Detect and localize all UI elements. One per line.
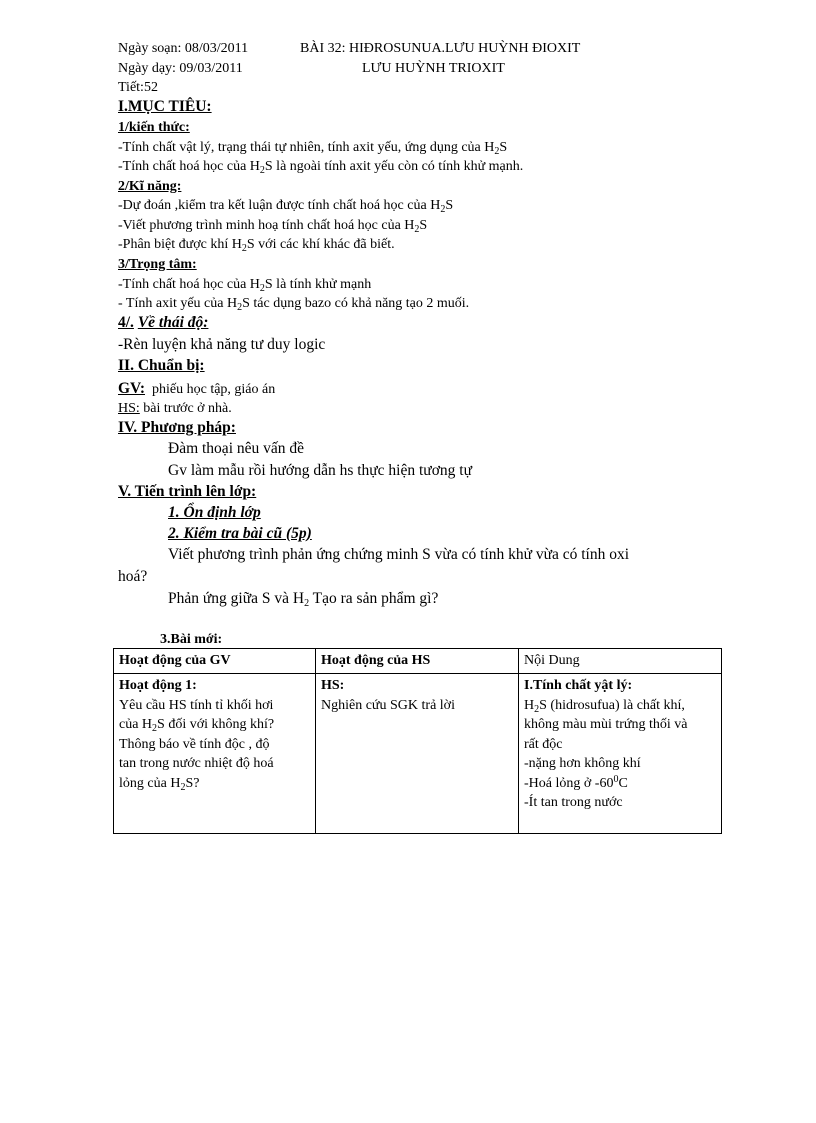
knowledge-heading: 1/kiến thức: [118, 120, 190, 135]
teach-date: Ngày dạy: 09/03/2011 [118, 61, 243, 76]
skill-item-1: -Dự đoán ,kiểm tra kết luận được tính chất hoá học của $H_2S$ [118, 198, 454, 215]
lesson-title-line1: BÀI 32: HIĐROSUNUA.LƯU HUỲNH ĐIOXIT [300, 41, 581, 56]
content-title: I.Tính chất yật lý: [524, 678, 633, 693]
table-header-row [114, 649, 722, 674]
step-2: 2. Kiểm tra bài cũ (5p) [168, 525, 312, 542]
gv-line: Thông báo về tính độc , độ [119, 736, 270, 752]
preparation-gv: GV: phiếu học tập, giáo án [118, 380, 276, 397]
knowledge-item-1: -Tính chất vật lý, trạng thái tự nhiên, tính axit yếu, ứng dụng của $H_2S$ [118, 140, 508, 157]
focus-item-1: -Tính chất hoá học của $H_2S$ là tính khử mạnh [118, 277, 372, 294]
review-question-1-end: hoá? [118, 568, 148, 585]
col-gv-header: Hoạt động của GV [114, 649, 316, 674]
hs-activity-cell [316, 674, 519, 834]
objectives-heading: I.MỤC TIÊU: [118, 98, 212, 115]
lesson-title-line2: LƯU HUỲNH TRIOXIT [362, 61, 505, 76]
review-question-1: Viết phương trình phản ứng chứng minh S vừa có tính khử vừa có tính oxi [168, 546, 630, 563]
attitude-heading: 4/. Về thái độ: [118, 314, 209, 331]
step-1: 1. Ổn định lớp [168, 504, 261, 521]
gv-line: lỏng của $H_2S$? [119, 775, 200, 793]
skills-heading: 2/Kĩ năng: [118, 179, 182, 194]
method-item-2: Gv làm mẫu rồi hướng dẫn hs thực hiện tương tự [168, 462, 472, 479]
knowledge-item-2: -Tính chất hoá học của $H_2S$ là ngoài tính axit yếu còn có tính khử mạnh. [118, 159, 524, 176]
gv-activity-cell [114, 674, 316, 834]
col-hs-header: Hoạt động của HS [316, 649, 519, 674]
step-3: 3.Bài mới: [160, 632, 223, 647]
gv-line: tan trong nước nhiệt độ hoá [119, 756, 274, 771]
col-content-header: Nội Dung [519, 649, 722, 674]
focus-item-2: - Tính axit yếu của $H_2S$ tác dụng bazo có khả năng tạo 2 muối. [118, 296, 470, 313]
content-line: không màu mùi trứng thối và [524, 717, 688, 732]
gv-line: Yêu cầu HS tính tỉ khối hơi [119, 697, 274, 713]
hs-line: Nghiên cứu SGK trả lời [321, 697, 455, 713]
table-row [114, 674, 722, 834]
content-line: $H_2S$ (hidrosufua) là chất khí, [524, 697, 685, 715]
content-cell [519, 674, 722, 834]
hs-activity-title: HS: [321, 678, 345, 693]
content-line: -Ít tan trong nước [524, 795, 623, 810]
content-line: rất độc [524, 736, 563, 752]
procedure-heading: V. Tiến trình lên lớp: [118, 483, 257, 500]
attitude-item-1: -Rèn luyện khả năng tư duy logic [118, 336, 326, 353]
gv-line: của $H_2S$ đối với không khí? [119, 717, 275, 734]
period: Tiết:52 [118, 80, 158, 95]
preparation-hs: HS: bài trước ở nhà. [118, 401, 232, 416]
gv-activity-title: Hoạt động 1: [119, 678, 197, 693]
focus-heading: 3/Trọng tâm: [118, 257, 197, 272]
prep-date: Ngày soạn: 08/03/2011 [118, 41, 249, 56]
skill-item-3: -Phân biệt được khí $H_2S$ với các khí khác đã biết. [118, 237, 395, 254]
method-item-1: Đàm thoại nêu vấn đề [168, 440, 305, 457]
content-line: -nặng hơn không khí [524, 756, 641, 771]
skill-item-2: -Viết phương trình minh hoạ tính chất hoá học của $H_2S$ [118, 218, 428, 235]
review-question-2: Phản ứng giữa S và $H_2$ Tạo ra sản phẩm gì? [168, 590, 439, 609]
method-heading: IV. Phương pháp: [118, 419, 236, 436]
content-line: -Hoá lỏng ở $-60^0C$ [524, 773, 628, 791]
activity-table [113, 648, 722, 834]
preparation-heading: II. Chuẩn bị: [118, 357, 205, 374]
